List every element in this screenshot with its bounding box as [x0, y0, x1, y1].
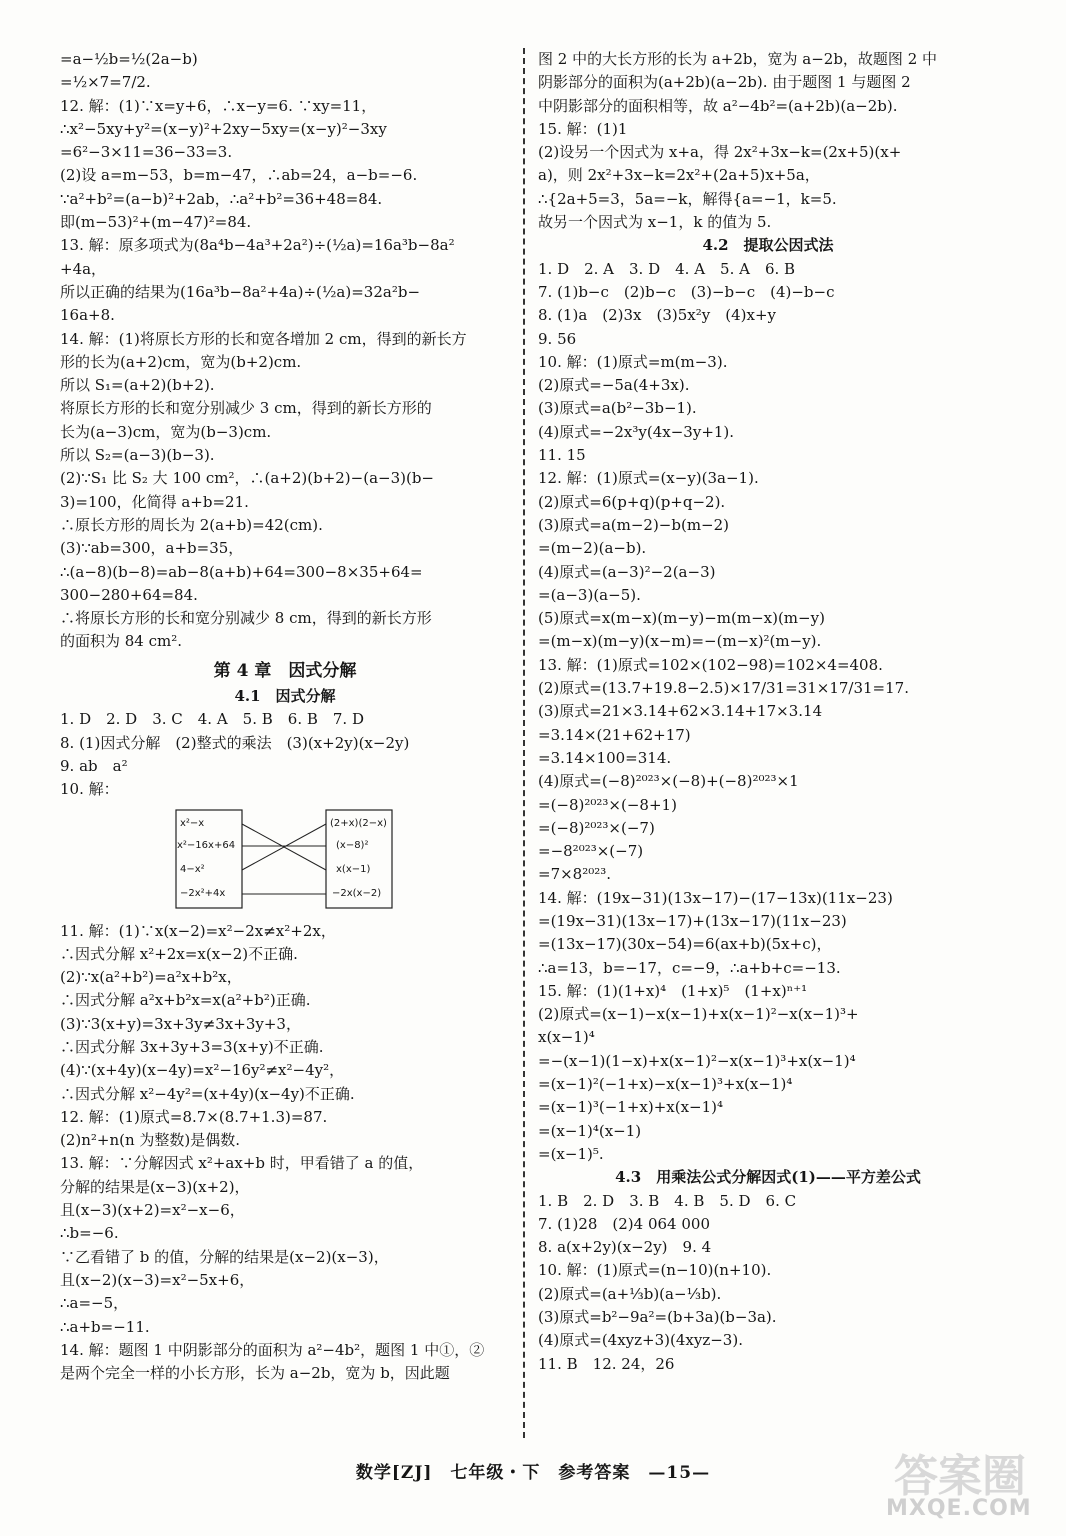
- answer-line: 10. 解：: [60, 780, 119, 799]
- diagram-left-item: x²−x: [180, 817, 205, 829]
- answer-line: 11. B 12. 24，26: [538, 1354, 675, 1373]
- answer-line: =−8²⁰²³×(−7): [538, 842, 644, 861]
- watermark-logo: 答案圈: [894, 1451, 1026, 1502]
- answer-line: ∴{2a+5=3，5a=−k，解得{a=−1，k=5.: [538, 189, 837, 208]
- answer-line: (3)原式=21×3.14+62×3.14+17×3.14: [538, 702, 823, 721]
- answer-line: ∴a=13，b=−17，c=−9，∴a+b+c=−13.: [538, 958, 841, 977]
- answer-line: 分解的结果是(x−3)(x+2)，: [60, 1177, 250, 1196]
- answer-line: 即(m−53)²+(m−47)²=84.: [60, 213, 252, 232]
- answer-line: =(x−1)⁵.: [538, 1144, 604, 1163]
- section-title-4-2: 4.2 提取公因式法: [702, 236, 834, 255]
- answer-line: (2)原式=(a+⅓b)(a−⅓b).: [538, 1284, 722, 1303]
- section-title-4-3: 4.3 用乘法公式分解因式(1)——平方差公式: [615, 1168, 921, 1187]
- answer-line: 1. B 2. D 3. B 4. B 5. D 6. C: [538, 1191, 797, 1210]
- answer-line: (2)原式=(13.7+19.8−2.5)×17/31=31×17/31=17.: [538, 679, 909, 698]
- right-block-b: [538, 258, 998, 1167]
- answer-line: 中阴影部分的面积相等，故 a²−4b²=(a+2b)(a−2b).: [538, 96, 898, 115]
- answer-line: (2)原式=6(p+q)(p+q−2).: [538, 492, 726, 511]
- answer-line: (2)∵x(a²+b²)=a²x+b²x，: [60, 968, 242, 987]
- answer-line: ∴b=−6.: [60, 1224, 119, 1243]
- answer-line: 10. 解：(1)原式=(n−10)(n+10).: [538, 1261, 772, 1280]
- answer-line: (4)原式=(4xyz+3)(4xyz−3).: [538, 1331, 743, 1350]
- answer-line: 9. 56: [538, 329, 577, 348]
- answer-line: 7. (1)28 (2)4 064 000: [538, 1214, 711, 1233]
- answer-line: =(x−1)³(−1+x)+x(x−1)⁴: [538, 1098, 724, 1117]
- answer-line: 10. 解：(1)原式=m(m−3).: [538, 352, 728, 371]
- answer-line: 16a+8.: [60, 306, 115, 325]
- answer-line: 300−280+64=84.: [60, 585, 198, 604]
- answer-line: 8. (1)a (2)3x (3)5x²y (4)x+y: [538, 306, 777, 325]
- answer-line: 14. 解：(1)将原长方形的长和宽各增加 2 cm，得到的新长方: [60, 329, 467, 348]
- answer-line: =½×7=7/2.: [60, 73, 151, 92]
- answer-line: 11. 解：(1)∵x(x−2)=x²−2x≠x²+2x，: [60, 921, 336, 940]
- answer-line: =(x−1)⁴(x−1): [538, 1121, 642, 1140]
- answer-line: 且(x−2)(x−3)=x²−5x+6，: [60, 1270, 255, 1289]
- answer-line: (2)原式=−5a(4+3x).: [538, 376, 690, 395]
- left-column: [60, 48, 510, 1385]
- answer-line: ∴(a−8)(b−8)=ab−8(a+b)+64=300−8×35+64=: [60, 562, 423, 581]
- diagram-left-item: x²−16x+64: [177, 839, 236, 851]
- answer-line: 13. 解：∵分解因式 x²+ax+b 时，甲看错了 a 的值，: [60, 1154, 424, 1173]
- answer-line: ∴因式分解 x²+2x=x(x−2)不正确.: [60, 944, 298, 963]
- answer-line: 14. 解：(19x−31)(13x−17)−(17−13x)(11x−23): [538, 888, 893, 907]
- answer-line: =(13x−17)(30x−54)=6(ax+b)(5x+c)，: [538, 935, 832, 954]
- answer-line: ∴因式分解 3x+3y+3=3(x+y)不正确.: [60, 1037, 324, 1056]
- answer-line: =(−8)²⁰²³×(−8+1): [538, 795, 677, 814]
- answer-line: 所以正确的结果为(16a³b−8a²+4a)÷(½a)=32a²b−: [60, 282, 421, 301]
- page-footer: 数学[ZJ] 七年级・下 参考答案 —15—: [355, 1463, 711, 1483]
- answer-line: (2)原式=(x−1)−x(x−1)+x(x−1)²−x(x−1)³+: [538, 1005, 859, 1024]
- answer-line: +4a，: [60, 259, 107, 278]
- answer-line: =7×8²⁰²³.: [538, 865, 612, 884]
- diagram-left-item: 4−x²: [180, 863, 205, 875]
- answer-line: (4)原式=−2x³y(4x−3y+1).: [538, 422, 735, 441]
- answer-line: 8. a(x+2y)(x−2y) 9. 4: [538, 1238, 712, 1257]
- answer-line: 所以 S₁=(a+2)(b+2).: [60, 376, 215, 395]
- answer-line: 15. 解：(1)(1+x)⁴ (1+x)⁵ (1+x)ⁿ⁺¹: [538, 981, 808, 1000]
- answer-line: 1. D 2. A 3. D 4. A 5. A 6. B: [538, 259, 796, 278]
- answer-line: ∴因式分解 x²−4y²=(x+4y)(x−4y)不正确.: [60, 1084, 355, 1103]
- answer-line: 3)=100，化简得 a+b=21.: [60, 492, 249, 511]
- answer-line: ∴因式分解 a²x+b²x=x(a²+b²)正确.: [60, 991, 311, 1010]
- section-title-4-1: 4.1 因式分解: [234, 687, 336, 706]
- answer-line: 图 2 中的大长方形的长为 a+2b，宽为 a−2b，故题图 2 中: [538, 50, 938, 68]
- answer-line: ∵乙看错了 b 的值，分解的结果是(x−2)(x−3)，: [60, 1247, 389, 1266]
- answer-line: =3.14×100=314.: [538, 748, 672, 767]
- answer-line: 12. 解：(1)原式=8.7×(8.7+1.3)=87.: [60, 1107, 328, 1126]
- answer-line: (2)设 a=m−53，b=m−47，∴ab=24，a−b=−6.: [60, 166, 418, 185]
- answer-line: ∴x²−5xy+y²=(x−y)²+2xy−5xy=(x−y)²−3xy: [60, 119, 387, 138]
- answer-line: =3.14×(21+62+17): [538, 725, 691, 744]
- answer-line: 8. (1)因式分解 (2)整式的乘法 (3)(x+2y)(x−2y): [60, 733, 410, 752]
- answer-line: (3)原式=a(b²−3b−1).: [538, 399, 697, 418]
- answer-line: (3)原式=b²−9a²=(b+3a)(b−3a).: [538, 1308, 777, 1327]
- answer-line: (3)∵ab=300，a+b=35，: [60, 539, 244, 558]
- left-block-c: [60, 920, 510, 1386]
- answer-line: (4)原式=(a−3)²−2(a−3): [538, 562, 716, 581]
- answer-line: ∴a=−5，: [60, 1294, 129, 1313]
- answer-line: 12. 解：(1)∵x=y+6，∴x−y=6. ∵xy=11，: [60, 96, 377, 115]
- answer-line: (2)∵S₁ 比 S₂ 大 100 cm²，∴(a+2)(b+2)−(a−3)(b−: [60, 469, 435, 488]
- diagram-right-item: (2+x)(2−x): [330, 817, 387, 829]
- answer-line: =a−½b=½(2a−b): [60, 50, 198, 68]
- answer-line: 1. D 2. D 3. C 4. A 5. B 6. B 7. D: [60, 710, 364, 729]
- answer-line: =6²−3×11=36−33=3.: [60, 143, 233, 162]
- watermark: [880, 1440, 1060, 1530]
- answer-line: a)，则 2x²+3x−k=2x²+(2a+5)x+5a，: [538, 166, 820, 185]
- matching-diagram: [60, 808, 510, 912]
- answer-line: (2)设另一个因式为 x+a，得 2x²+3x−k=(2x+5)(x+: [538, 143, 902, 162]
- answer-line: 长为(a−3)cm，宽为(b−3)cm.: [60, 422, 272, 441]
- answer-line: ∴原长方形的周长为 2(a+b)=42(cm).: [60, 515, 323, 534]
- diagram-right-item: −2x(x−2): [332, 887, 382, 899]
- right-block-a: [538, 48, 998, 234]
- column-divider: [523, 48, 525, 1438]
- answer-line: (3)原式=a(m−2)−b(m−2): [538, 515, 730, 534]
- answer-line: (2)n²+n(n 为整数)是偶数.: [60, 1131, 241, 1150]
- answer-line: =(−8)²⁰²³×(−7): [538, 818, 655, 837]
- answer-line: =(19x−31)(13x−17)+(13x−17)(11x−23): [538, 911, 847, 930]
- answer-line: =(a−3)(a−5).: [538, 585, 641, 604]
- answer-line: (3)∵3(x+y)=3x+3y≠3x+3y+3，: [60, 1014, 301, 1033]
- answer-line: 的面积为 84 cm².: [60, 632, 183, 651]
- answer-line: =(m−2)(a−b).: [538, 539, 647, 558]
- answer-line: 15. 解：(1)1: [538, 119, 628, 138]
- chapter-title: 第 4 章 因式分解: [213, 660, 357, 681]
- right-block-c: [538, 1190, 998, 1376]
- answer-line: 12. 解：(1)原式=(x−y)(3a−1).: [538, 469, 759, 488]
- left-block-a: [60, 48, 510, 654]
- answer-line: 形的长为(a+2)cm，宽为(b+2)cm.: [60, 352, 302, 371]
- watermark-text: MXQE.COM: [886, 1496, 1032, 1521]
- answer-line: 14. 解：题图 1 中阴影部分的面积为 a²−4b²，题图 1 中①，②: [60, 1340, 485, 1359]
- answer-line: 11. 15: [538, 446, 586, 465]
- answer-line: x(x−1)⁴: [538, 1028, 595, 1047]
- right-column: [538, 48, 998, 1376]
- answer-line: (4)原式=(−8)²⁰²³×(−8)+(−8)²⁰²³×1: [538, 772, 799, 791]
- left-block-b: [60, 708, 510, 801]
- answer-line: ∵a²+b²=(a−b)²+2ab，∴a²+b²=36+48=84.: [60, 189, 383, 208]
- answer-line: ∴a+b=−11.: [60, 1317, 150, 1336]
- answer-line: 故另一个因式为 x−1，k 的值为 5.: [538, 213, 772, 232]
- answer-line: =(x−1)²(−1+x)−x(x−1)³+x(x−1)⁴: [538, 1075, 793, 1094]
- answer-line: (4)∵(x+4y)(x−4y)=x²−16y²≠x²−4y²，: [60, 1061, 345, 1080]
- answer-line: 13. 解：(1)原式=102×(102−98)=102×4=408.: [538, 655, 883, 674]
- diagram-left-item: −2x²+4x: [180, 887, 226, 899]
- answer-line: 阴影部分的面积为(a+2b)(a−2b). 由于题图 1 与题图 2: [538, 73, 911, 92]
- answer-line: 将原长方形的长和宽分别减少 3 cm，得到的新长方形的: [60, 399, 432, 418]
- answer-line: =−(x−1)(1−x)+x(x−1)²−x(x−1)³+x(x−1)⁴: [538, 1051, 856, 1070]
- answer-line: (5)原式=x(m−x)(m−y)−m(m−x)(m−y): [538, 609, 825, 628]
- answer-line: 9. ab a²: [60, 756, 128, 775]
- answer-line: 13. 解：原多项式为(8a⁴b−4a³+2a²)÷(½a)=16a³b−8a²: [60, 236, 455, 255]
- answer-line: 是两个完全一样的小长方形，长为 a−2b，宽为 b，因此题: [60, 1364, 450, 1383]
- answer-line: 7. (1)b−c (2)b−c (3)−b−c (4)−b−c: [538, 282, 835, 301]
- diagram-right-item: x(x−1): [336, 863, 371, 875]
- diagram-right-item: (x−8)²: [336, 839, 369, 851]
- answer-line: =(m−x)(m−y)(x−m)=−(m−x)²(m−y).: [538, 632, 822, 651]
- answer-line: 所以 S₂=(a−3)(b−3).: [60, 446, 215, 465]
- answer-line: 且(x−3)(x+2)=x²−x−6，: [60, 1201, 245, 1220]
- answer-line: ∴将原长方形的长和宽分别减少 8 cm，得到的新长方形: [60, 609, 432, 628]
